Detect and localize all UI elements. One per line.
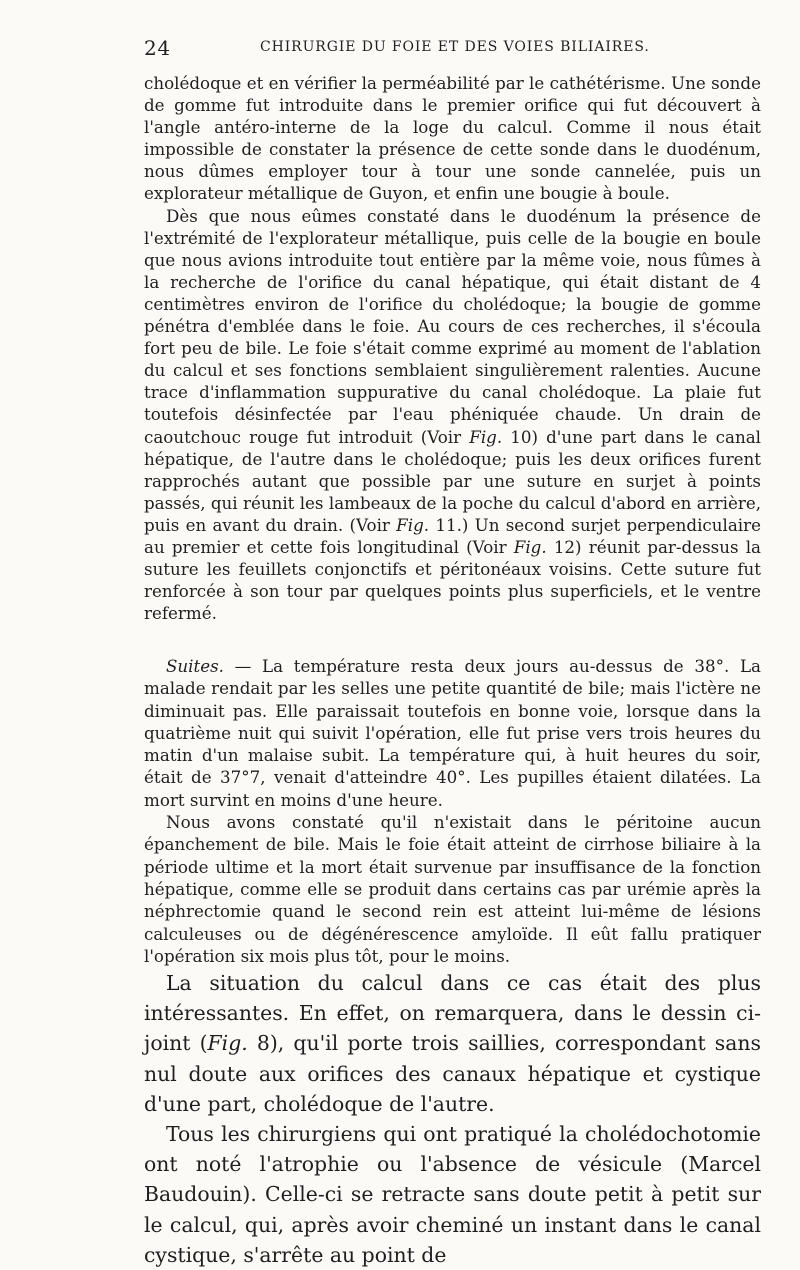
large-text-block: [144, 968, 761, 1270]
paragraph-2-text-d: 12) réunit par-dessus la suture les feuillets conjonctifs et péritonéaux voisins. Cette suture fut renforcée à son tour par quelques points plus superficiels, et le ventre refermé.: [144, 536, 762, 624]
paragraph-2-text-a: Dès que nous eûmes constaté dans le duodénum la présence de l'extrémité de l'explorateur métallique, puis celle de la bougie en boule que nous avions introduite tout entière par la même voie, nous fûmes à la recherche de l'orifice du canal hépatique, qui était distant de 4 centimètres environ de l'orifice du cholédoque; la bougie de gomme pénétra d'emblée dans le foie. Au cours de ces recherches, il s'écoula fort peu de bile. Le foie s'était comme exprimé au moment de l'ablation du calcul et ses fonctions semblaient singulièrement ralenties. Aucune trace d'inflammation suppurative du canal cholédoque. La plaie fut toutefois désinfectée par l'eau phéniquée chaude. Un drain de caoutchouc rouge fut introduit (Voir: [144, 205, 761, 447]
main-text-block: [144, 72, 761, 624]
page-header: [144, 36, 656, 58]
paragraph-2: [144, 205, 761, 625]
running-title: CHIRURGIE DU FOIE ET DES VOIES BILIAIRES.: [260, 39, 650, 55]
figure-reference-11: Fig.: [396, 514, 430, 535]
paragraph-3: [144, 655, 761, 811]
paragraph-5: [144, 968, 761, 1119]
paragraph-3-text: — La température resta deux jours au-dessus de 38°. La malade rendait par les selles une petite quantité de bile; mais l'ictère ne diminuait pas. Elle paraissait toutefois en bonne voie, lorsque dans la quatrième nuit qui suivit l'opération, elle fut prise vers trois heures du matin d'un malaise subit. La température qui, à huit heures du soir, était de 37°7, venait d'atteindre 40°. Les pupilles étaient dilatées. La mort survint en moins d'une heure.: [144, 656, 761, 810]
paragraph-4: Nous avons constaté qu'il n'existait dans le péritoine aucun épanchement de bile. Mais le foie était atteint de cirrhose biliaire à la période ultime et la mort était survenue par insuffisance de la fonction hépatique, comme elle se produit dans certains cas par urémie après la néphrectomie quand le second rein est atteint lui-même de lésions calculeuses ou de dégénérescence amyloïde. Il eût fallu pratiquer l'opération six mois plus tôt, pour le moins.: [144, 812, 761, 966]
figure-reference-10: Fig.: [469, 426, 503, 447]
paragraph-1: cholédoque et en vérifier la perméabilité par le cathétérisme. Une sonde de gomme fut introduite dans le premier orifice qui fut découvert à l'angle antéro-interne de la loge du calcul. Comme il nous était impossible de constater la présence de cette sonde dans le duodénum, nous dûmes employer tour à tour une sonde cannelée, puis un explorateur métallique de Guyon, et enfin une bougie à boule.: [144, 73, 761, 204]
paragraph-2-text-b: 10) d'une part dans le canal hépatique, de l'autre dans le cholédoque; puis les deux orifices furent rapprochés autant que possible par une suture en surjet à points passés, qui réunit les lambeaux de la poche du calcul d'abord en arrière, puis en avant du drain. (Voir: [144, 426, 761, 535]
figure-reference-12: Fig.: [513, 536, 547, 557]
figure-reference-8: Fig.: [207, 1031, 248, 1056]
page-number: 24: [144, 36, 171, 60]
section-label-suites: Suites.: [166, 656, 224, 676]
paragraph-5-text-b: 8), qu'il porte trois saillies, correspondant sans nul doute aux orifices des canaux hépatique et cystique d'une part, cholédoque de l'autre.: [144, 1031, 762, 1116]
paragraph-5-text-a: La situation du calcul dans ce cas était des plus intéressantes. En effet, on remarquera, dans le dessin ci-joint (: [144, 971, 761, 1056]
suites-text-block: [144, 655, 761, 967]
paragraph-6: Tous les chirurgiens qui ont pratiqué la cholédochotomie ont noté l'atrophie ou l'absence de vésicule (Marcel Baudouin). Celle-ci se retracte sans doute petit à petit sur le calcul, qui, après avoir cheminé un instant dans le canal cystique, s'arrête au point de: [144, 1122, 761, 1267]
paragraph-2-text-c: 11.) Un second surjet perpendiculaire au premier et cette fois longitudinal (Voir: [144, 514, 761, 557]
